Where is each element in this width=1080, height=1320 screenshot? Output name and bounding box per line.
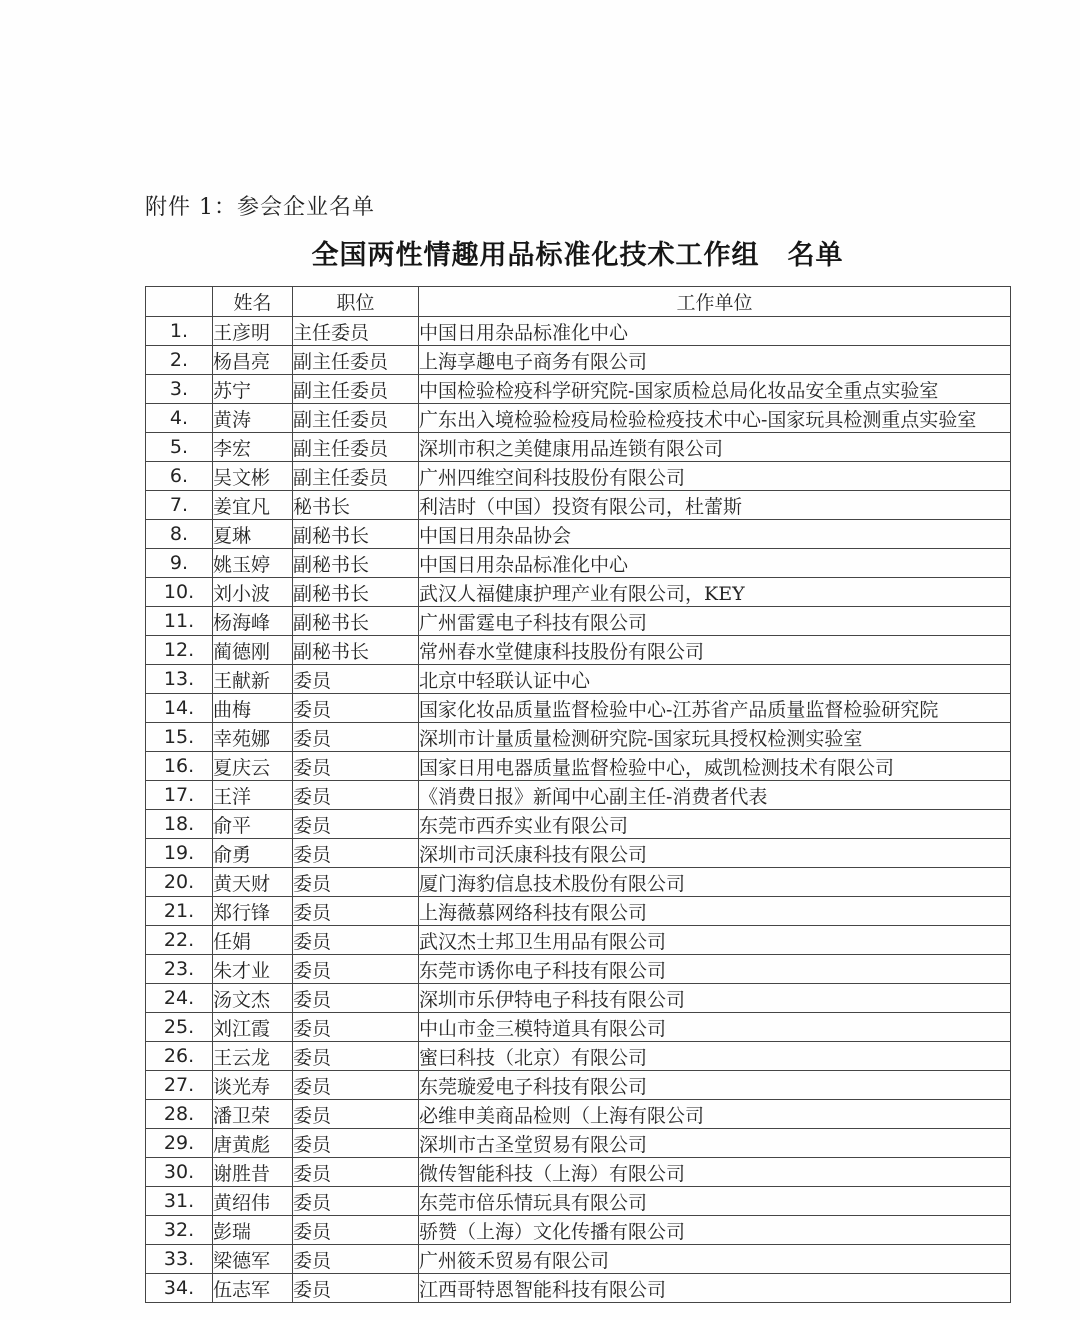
table-row <box>146 520 1011 549</box>
table-row <box>146 955 1011 984</box>
table-row <box>146 723 1011 752</box>
member-org: 武汉杰士邦卫生用品有限公司 <box>419 926 1011 955</box>
row-number: 31. <box>146 1187 213 1216</box>
row-number: 13. <box>146 665 213 694</box>
row-number: 2. <box>146 346 213 375</box>
member-name: 姚玉婷 <box>213 549 293 578</box>
row-number: 15. <box>146 723 213 752</box>
header-org: 工作单位 <box>419 287 1011 317</box>
table-row <box>146 317 1011 346</box>
member-position: 委员 <box>293 868 419 897</box>
member-org: 上海享趣电子商务有限公司 <box>419 346 1011 375</box>
member-position: 委员 <box>293 1100 419 1129</box>
member-org: 广州筱禾贸易有限公司 <box>419 1245 1011 1274</box>
header-position: 职位 <box>293 287 419 317</box>
member-position: 秘书长 <box>293 491 419 520</box>
member-name: 伍志军 <box>213 1274 293 1303</box>
table-row <box>146 346 1011 375</box>
table-row <box>146 1071 1011 1100</box>
member-org: 东莞市诱你电子科技有限公司 <box>419 955 1011 984</box>
member-name: 王彦明 <box>213 317 293 346</box>
member-name: 王云龙 <box>213 1042 293 1071</box>
member-name: 任娟 <box>213 926 293 955</box>
table-row <box>146 578 1011 607</box>
member-position: 委员 <box>293 1245 419 1274</box>
member-org: 常州春水堂健康科技股份有限公司 <box>419 636 1011 665</box>
row-number: 25. <box>146 1013 213 1042</box>
member-position: 委员 <box>293 1129 419 1158</box>
member-name: 黄涛 <box>213 404 293 433</box>
table-row <box>146 549 1011 578</box>
table-body <box>146 317 1011 1303</box>
table-row <box>146 1216 1011 1245</box>
member-position: 委员 <box>293 1013 419 1042</box>
member-name: 吴文彬 <box>213 462 293 491</box>
table-row <box>146 491 1011 520</box>
table-row <box>146 1187 1011 1216</box>
row-number: 33. <box>146 1245 213 1274</box>
member-org: 中国日用杂品标准化中心 <box>419 317 1011 346</box>
member-org: 利洁时（中国）投资有限公司，杜蕾斯 <box>419 491 1011 520</box>
member-position: 委员 <box>293 1158 419 1187</box>
member-position: 委员 <box>293 1274 419 1303</box>
header-name: 姓名 <box>213 287 293 317</box>
table-row <box>146 897 1011 926</box>
member-position: 委员 <box>293 839 419 868</box>
table-row <box>146 665 1011 694</box>
row-number: 21. <box>146 897 213 926</box>
member-name: 夏庆云 <box>213 752 293 781</box>
member-org: 国家化妆品质量监督检验中心-江苏省产品质量监督检验研究院 <box>419 694 1011 723</box>
table-row <box>146 1274 1011 1303</box>
row-number: 8. <box>146 520 213 549</box>
member-name: 谢胜昔 <box>213 1158 293 1187</box>
row-number: 19. <box>146 839 213 868</box>
member-position: 副主任委员 <box>293 404 419 433</box>
table-row <box>146 404 1011 433</box>
document-title: 全国两性情趣用品标准化技术工作组 名单 <box>311 240 844 271</box>
member-name: 蔺德刚 <box>213 636 293 665</box>
member-position: 委员 <box>293 1187 419 1216</box>
row-number: 23. <box>146 955 213 984</box>
row-number: 28. <box>146 1100 213 1129</box>
member-position: 委员 <box>293 1071 419 1100</box>
member-org: 武汉人福健康护理产业有限公司，KEY <box>419 578 1011 607</box>
table-row <box>146 839 1011 868</box>
table-row <box>146 781 1011 810</box>
member-position: 委员 <box>293 984 419 1013</box>
member-position: 委员 <box>293 723 419 752</box>
table-row <box>146 1129 1011 1158</box>
member-org: 江西哥特恩智能科技有限公司 <box>419 1274 1011 1303</box>
member-name: 郑行锋 <box>213 897 293 926</box>
member-org: 蜜曰科技（北京）有限公司 <box>419 1042 1011 1071</box>
member-position: 委员 <box>293 1216 419 1245</box>
members-table <box>145 286 1011 1303</box>
member-org: 深圳市司沃康科技有限公司 <box>419 839 1011 868</box>
row-number: 24. <box>146 984 213 1013</box>
row-number: 6. <box>146 462 213 491</box>
member-name: 刘江霞 <box>213 1013 293 1042</box>
member-name: 梁德军 <box>213 1245 293 1274</box>
member-position: 副主任委员 <box>293 375 419 404</box>
member-name: 杨昌亮 <box>213 346 293 375</box>
member-org: 必维申美商品检则（上海有限公司 <box>419 1100 1011 1129</box>
member-position: 委员 <box>293 955 419 984</box>
member-name: 姜宜凡 <box>213 491 293 520</box>
member-position: 委员 <box>293 926 419 955</box>
member-org: 中国日用杂品协会 <box>419 520 1011 549</box>
row-number: 18. <box>146 810 213 839</box>
attachment-label: 附件 1：参会企业名单 <box>145 195 375 220</box>
member-name: 李宏 <box>213 433 293 462</box>
row-number: 30. <box>146 1158 213 1187</box>
table-row <box>146 926 1011 955</box>
row-number: 12. <box>146 636 213 665</box>
member-position: 副秘书长 <box>293 520 419 549</box>
member-org: 骄赞（上海）文化传播有限公司 <box>419 1216 1011 1245</box>
table-row <box>146 984 1011 1013</box>
member-org: 东莞市倍乐情玩具有限公司 <box>419 1187 1011 1216</box>
table-row <box>146 1245 1011 1274</box>
member-org: 厦门海豹信息技术股份有限公司 <box>419 868 1011 897</box>
member-org: 东莞璇爱电子科技有限公司 <box>419 1071 1011 1100</box>
member-position: 委员 <box>293 810 419 839</box>
member-name: 唐黄彪 <box>213 1129 293 1158</box>
member-name: 刘小波 <box>213 578 293 607</box>
row-number: 20. <box>146 868 213 897</box>
member-name: 王献新 <box>213 665 293 694</box>
member-org: 广州雷霆电子科技有限公司 <box>419 607 1011 636</box>
member-org: 北京中轻联认证中心 <box>419 665 1011 694</box>
table-row <box>146 1013 1011 1042</box>
member-org: 深圳市积之美健康用品连锁有限公司 <box>419 433 1011 462</box>
table-row <box>146 375 1011 404</box>
row-number: 27. <box>146 1071 213 1100</box>
row-number: 29. <box>146 1129 213 1158</box>
row-number: 34. <box>146 1274 213 1303</box>
member-position: 委员 <box>293 1042 419 1071</box>
member-position: 副主任委员 <box>293 346 419 375</box>
header-index <box>146 287 213 317</box>
member-position: 主任委员 <box>293 317 419 346</box>
member-name: 俞平 <box>213 810 293 839</box>
table-row <box>146 1042 1011 1071</box>
member-position: 副主任委员 <box>293 433 419 462</box>
member-position: 副秘书长 <box>293 636 419 665</box>
member-name: 朱才业 <box>213 955 293 984</box>
table-row <box>146 694 1011 723</box>
table-row <box>146 752 1011 781</box>
table-row <box>146 636 1011 665</box>
row-number: 7. <box>146 491 213 520</box>
row-number: 11. <box>146 607 213 636</box>
member-position: 委员 <box>293 752 419 781</box>
member-name: 潘卫荣 <box>213 1100 293 1129</box>
member-org: 东莞市西乔实业有限公司 <box>419 810 1011 839</box>
member-name: 夏琳 <box>213 520 293 549</box>
row-number: 32. <box>146 1216 213 1245</box>
table-row <box>146 607 1011 636</box>
member-org: 深圳市计量质量检测研究院-国家玩具授权检测实验室 <box>419 723 1011 752</box>
member-position: 副主任委员 <box>293 462 419 491</box>
member-org: 中山市金三模特道具有限公司 <box>419 1013 1011 1042</box>
row-number: 14. <box>146 694 213 723</box>
member-position: 委员 <box>293 897 419 926</box>
table-row <box>146 810 1011 839</box>
member-position: 委员 <box>293 665 419 694</box>
row-number: 5. <box>146 433 213 462</box>
table-row <box>146 868 1011 897</box>
row-number: 10. <box>146 578 213 607</box>
row-number: 26. <box>146 1042 213 1071</box>
member-org: 上海薇慕网络科技有限公司 <box>419 897 1011 926</box>
member-org: 广东出入境检验检疫局检验检疫技术中心-国家玩具检测重点实验室 <box>419 404 1011 433</box>
table-row <box>146 433 1011 462</box>
row-number: 16. <box>146 752 213 781</box>
member-position: 副秘书长 <box>293 549 419 578</box>
table-row <box>146 1158 1011 1187</box>
member-org: 微传智能科技（上海）有限公司 <box>419 1158 1011 1187</box>
table-row <box>146 462 1011 491</box>
member-org: 广州四维空间科技股份有限公司 <box>419 462 1011 491</box>
member-org: 中国日用杂品标准化中心 <box>419 549 1011 578</box>
member-org: 深圳市乐伊特电子科技有限公司 <box>419 984 1011 1013</box>
table-header-row <box>146 287 1011 317</box>
member-org: 中国检验检疫科学研究院-国家质检总局化妆品安全重点实验室 <box>419 375 1011 404</box>
member-name: 黄绍伟 <box>213 1187 293 1216</box>
member-org: 《消费日报》新闻中心副主任-消费者代表 <box>419 781 1011 810</box>
row-number: 3. <box>146 375 213 404</box>
row-number: 4. <box>146 404 213 433</box>
row-number: 1. <box>146 317 213 346</box>
member-name: 苏宁 <box>213 375 293 404</box>
member-name: 杨海峰 <box>213 607 293 636</box>
member-name: 幸苑娜 <box>213 723 293 752</box>
member-name: 汤文杰 <box>213 984 293 1013</box>
member-position: 副秘书长 <box>293 607 419 636</box>
member-name: 曲梅 <box>213 694 293 723</box>
row-number: 9. <box>146 549 213 578</box>
row-number: 22. <box>146 926 213 955</box>
member-name: 俞勇 <box>213 839 293 868</box>
member-position: 副秘书长 <box>293 578 419 607</box>
member-org: 国家日用电器质量监督检验中心，威凯检测技术有限公司 <box>419 752 1011 781</box>
row-number: 17. <box>146 781 213 810</box>
member-position: 委员 <box>293 694 419 723</box>
member-position: 委员 <box>293 781 419 810</box>
table-row <box>146 1100 1011 1129</box>
member-name: 彭瑞 <box>213 1216 293 1245</box>
member-name: 黄天财 <box>213 868 293 897</box>
member-name: 谈光寿 <box>213 1071 293 1100</box>
member-name: 王洋 <box>213 781 293 810</box>
member-org: 深圳市古圣堂贸易有限公司 <box>419 1129 1011 1158</box>
